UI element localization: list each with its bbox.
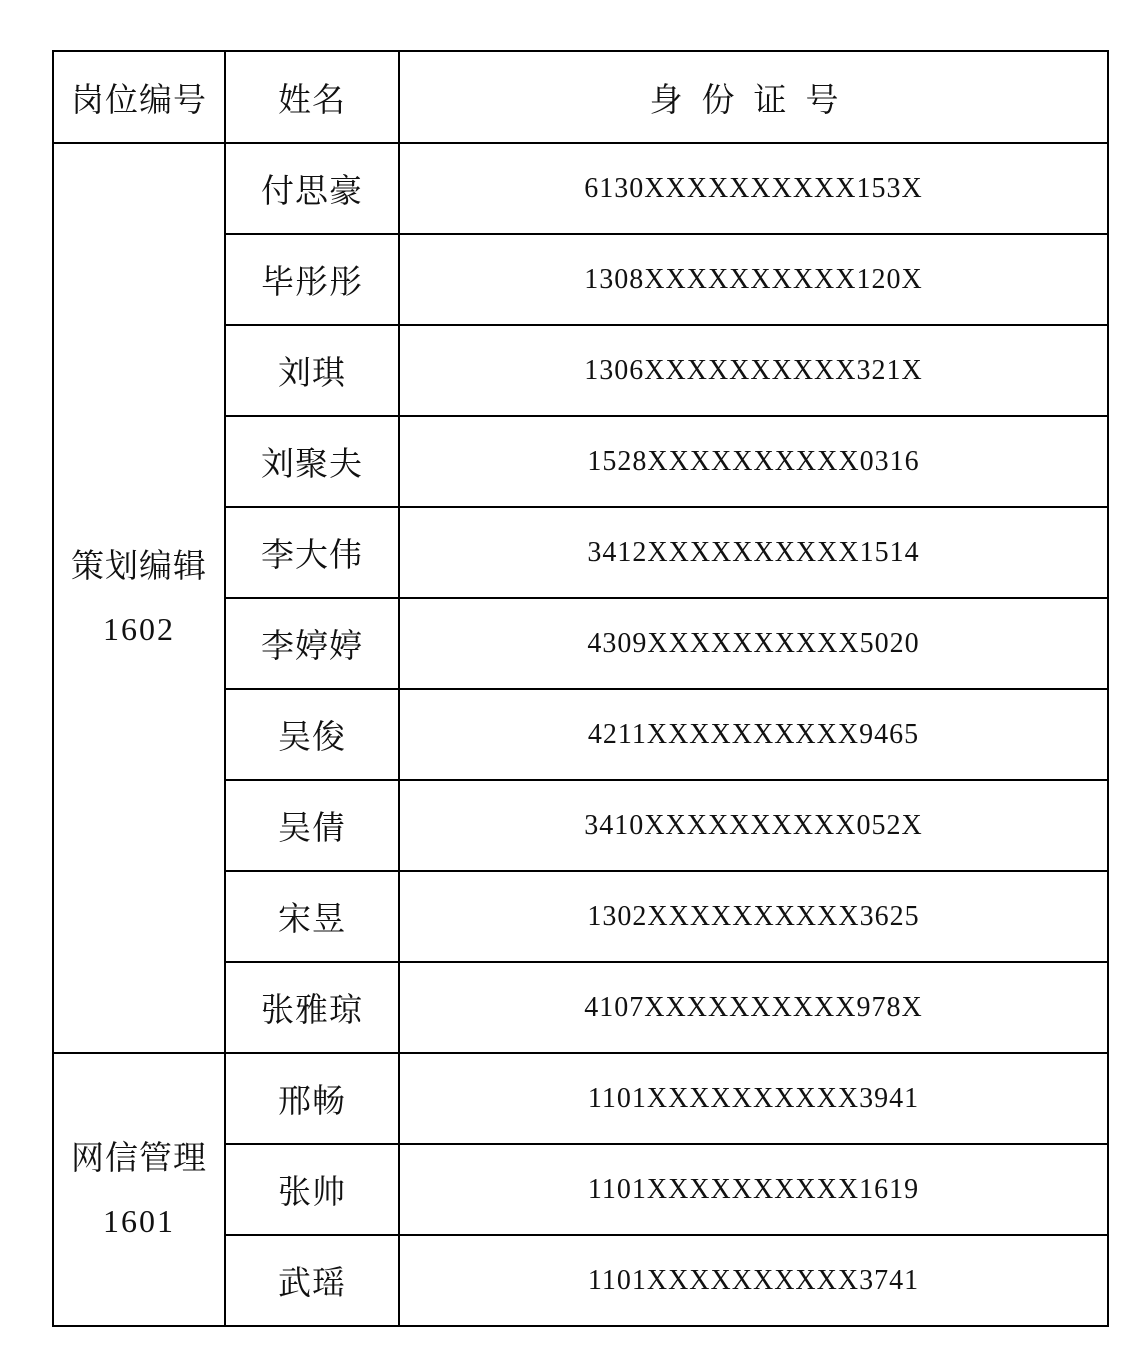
name-cell: 刘聚夫: [225, 416, 399, 507]
name-cell: 李婷婷: [225, 598, 399, 689]
post-group-code: 1601: [103, 1202, 175, 1239]
id-number-cell: 1306XXXXXXXXXX321X: [399, 325, 1108, 416]
header-post-id: 岗位编号: [53, 51, 225, 143]
post-group-label: 网信管理: [71, 1140, 207, 1177]
header-name: 姓名: [225, 51, 399, 143]
header-row: [53, 51, 1108, 143]
id-number-cell: 3410XXXXXXXXXX052X: [399, 780, 1108, 871]
header-id-number: 身份证号: [399, 51, 1108, 143]
id-number-cell: 1528XXXXXXXXXX0316: [399, 416, 1108, 507]
id-number-cell: 4107XXXXXXXXXX978X: [399, 962, 1108, 1053]
id-number-cell: 1101XXXXXXXXXX1619: [399, 1144, 1108, 1235]
id-number-cell: 1101XXXXXXXXXX3741: [399, 1235, 1108, 1326]
id-number-cell: 1302XXXXXXXXXX3625: [399, 871, 1108, 962]
id-number-cell: 4211XXXXXXXXXX9465: [399, 689, 1108, 780]
name-cell: 付思豪: [225, 143, 399, 234]
table-row: [53, 1053, 1108, 1144]
name-cell: 武瑶: [225, 1235, 399, 1326]
post-group-cell-1601: [53, 1053, 225, 1326]
post-group-cell-1602: [53, 143, 225, 1053]
position-roster-table: [52, 50, 1109, 1327]
name-cell: 张帅: [225, 1144, 399, 1235]
id-number-cell: 6130XXXXXXXXXX153X: [399, 143, 1108, 234]
id-number-cell: 1308XXXXXXXXXX120X: [399, 234, 1108, 325]
id-number-cell: 4309XXXXXXXXXX5020: [399, 598, 1108, 689]
name-cell: 毕彤彤: [225, 234, 399, 325]
table-row: [53, 143, 1108, 234]
post-group-label: 策划编辑: [71, 549, 207, 585]
name-cell: 邢畅: [225, 1053, 399, 1144]
name-cell: 张雅琼: [225, 962, 399, 1053]
name-cell: 宋昱: [225, 871, 399, 962]
id-number-cell: 1101XXXXXXXXXX3941: [399, 1053, 1108, 1144]
name-cell: 李大伟: [225, 507, 399, 598]
name-cell: 刘琪: [225, 325, 399, 416]
name-cell: 吴俊: [225, 689, 399, 780]
id-number-cell: 3412XXXXXXXXXX1514: [399, 507, 1108, 598]
name-cell: 吴倩: [225, 780, 399, 871]
post-group-code: 1602: [103, 611, 175, 647]
